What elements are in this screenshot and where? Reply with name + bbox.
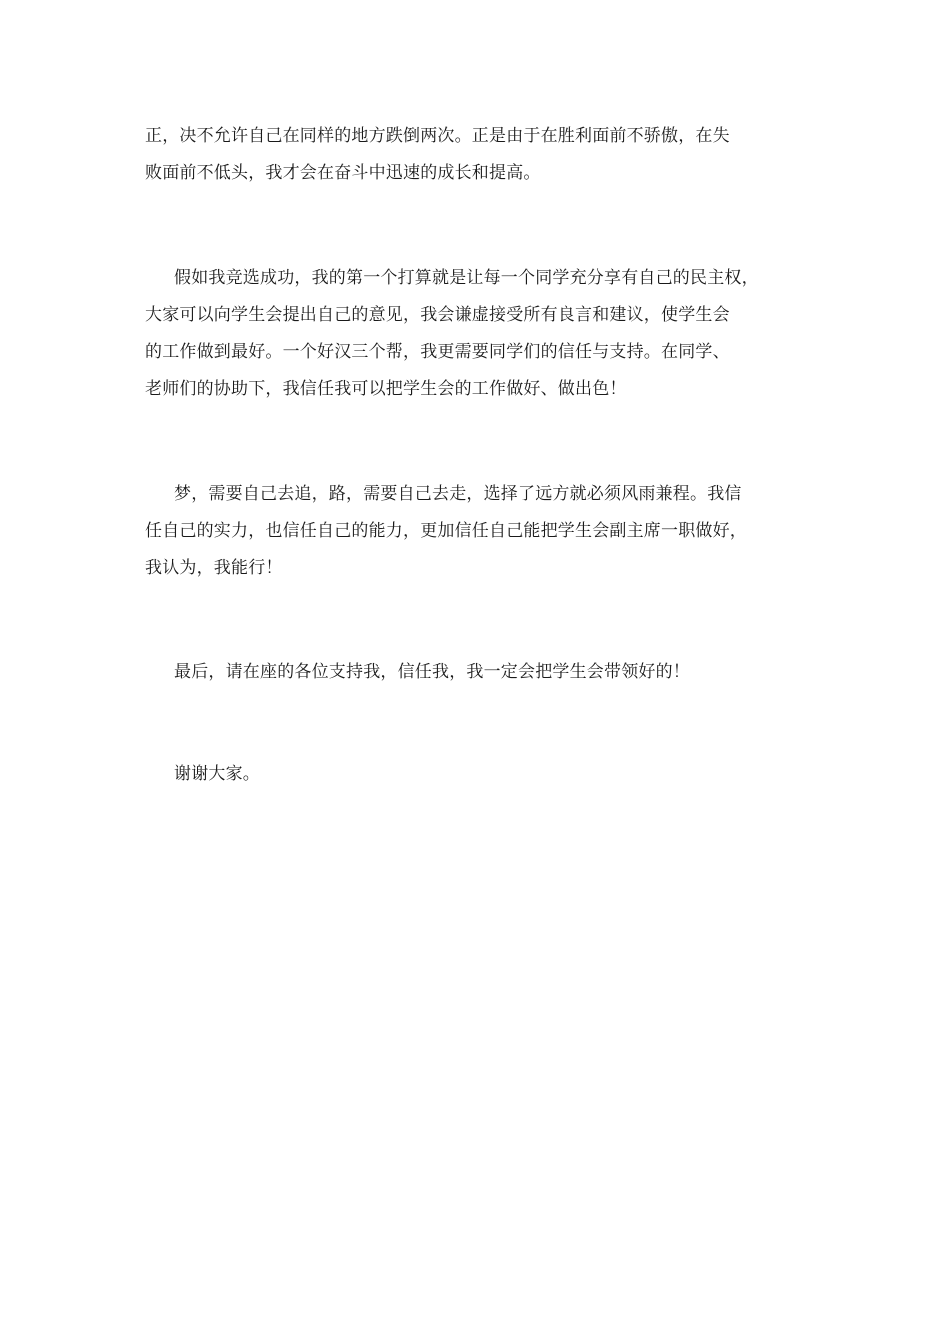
paragraph-line: 正，决不允许自己在同样的地方跌倒两次。正是由于在胜利面前不骄傲，在失 bbox=[145, 126, 730, 146]
paragraph-1 bbox=[145, 118, 810, 192]
paragraph-line: 谢谢大家。 bbox=[174, 764, 260, 784]
paragraph-2 bbox=[145, 260, 810, 408]
paragraph-line: 的工作做到最好。一个好汉三个帮，我更需要同学们的信任与支持。在同学、 bbox=[145, 342, 730, 362]
paragraph-3 bbox=[145, 476, 810, 587]
paragraph-line: 任自己的实力，也信任自己的能力，更加信任自己能把学生会副主席一职做好， bbox=[145, 521, 747, 541]
paragraph-line: 我认为，我能行！ bbox=[145, 558, 283, 578]
paragraph-line: 老师们的协助下，我信任我可以把学生会的工作做好、做出色！ bbox=[145, 379, 627, 399]
paragraph-line: 最后，请在座的各位支持我，信任我，我一定会把学生会带领好的！ bbox=[174, 662, 690, 682]
paragraph-line: 梦，需要自己去追，路，需要自己去走，选择了远方就必须风雨兼程。我信 bbox=[174, 484, 742, 504]
paragraph-4 bbox=[145, 654, 810, 691]
paragraph-line: 大家可以向学生会提出自己的意见，我会谦虚接受所有良言和建议，使学生会 bbox=[145, 305, 730, 325]
paragraph-5 bbox=[145, 756, 810, 793]
paragraph-line: 假如我竞选成功，我的第一个打算就是让每一个同学充分享有自己的民主权， bbox=[174, 268, 759, 288]
paragraph-line: 败面前不低头，我才会在奋斗中迅速的成长和提高。 bbox=[145, 163, 541, 183]
